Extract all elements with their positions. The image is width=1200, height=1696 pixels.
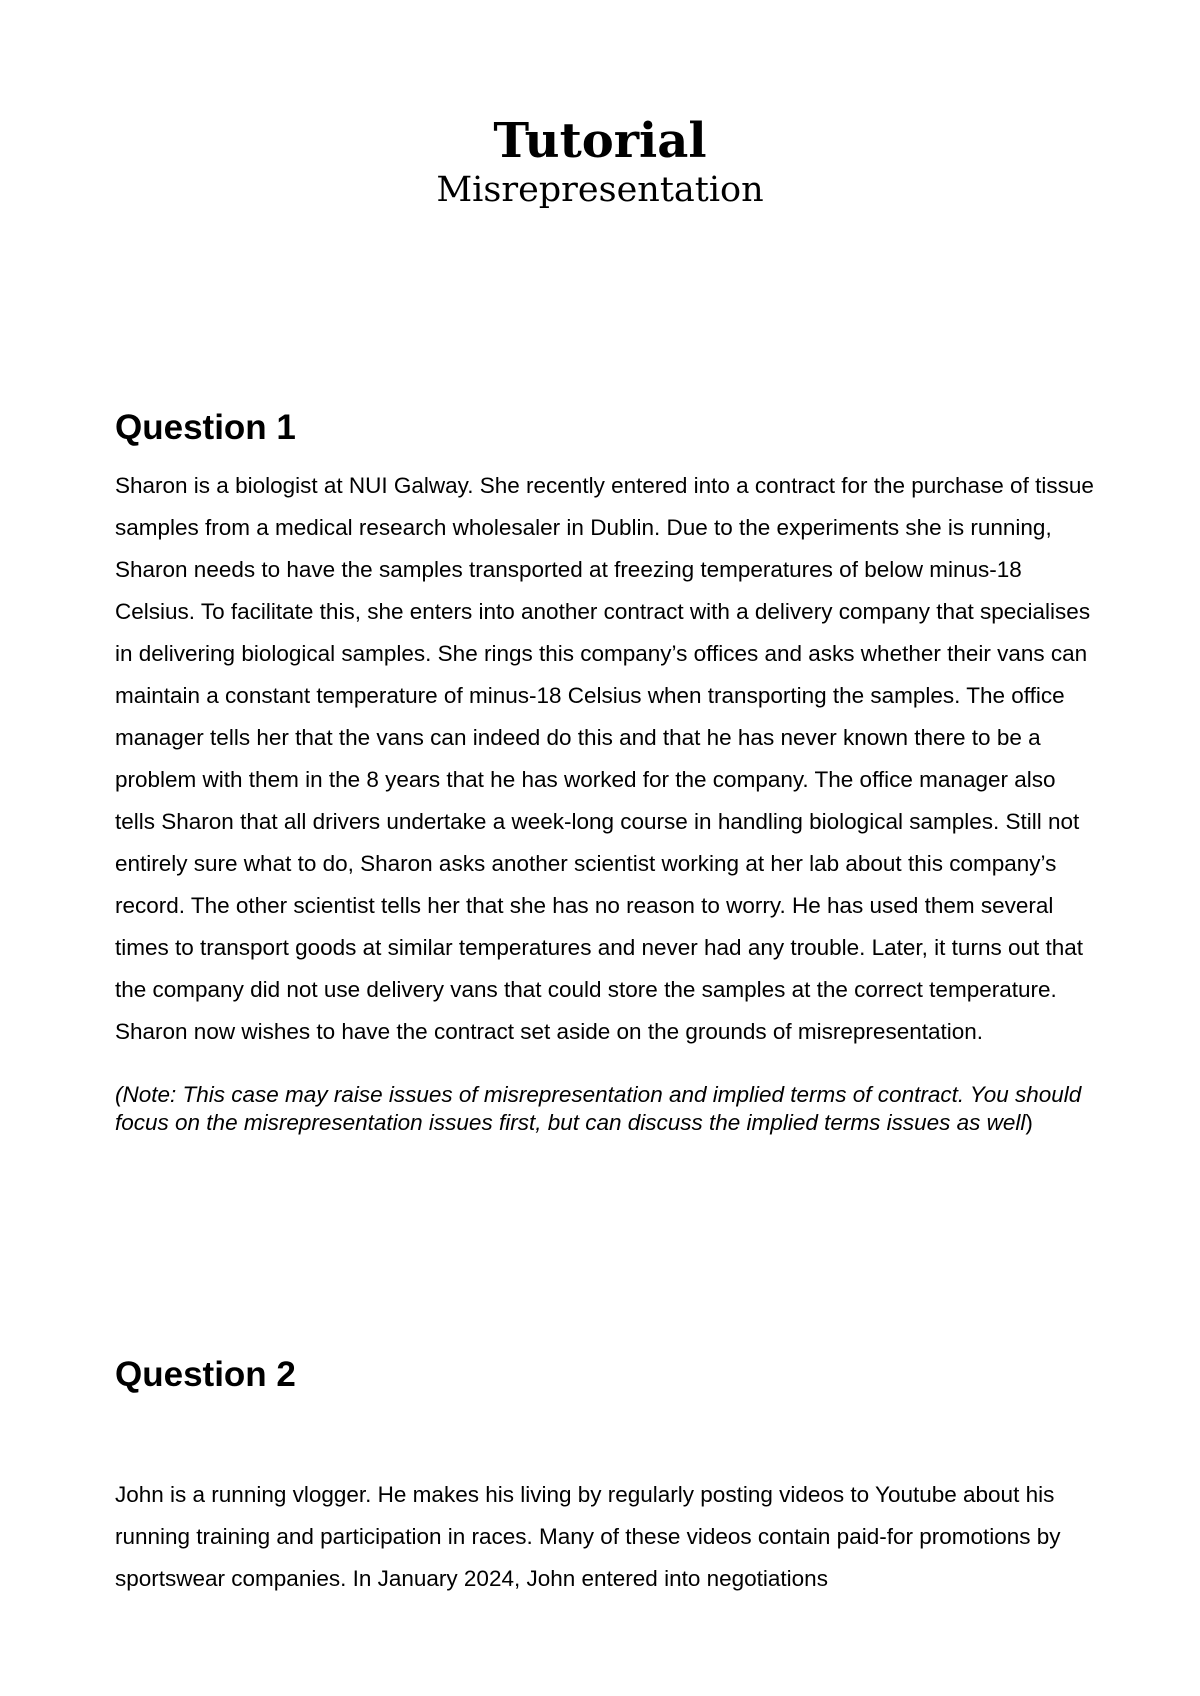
- question-1-heading: Question 1: [115, 408, 296, 447]
- question-1-note: [115, 1081, 1095, 1137]
- question-1-section: [115, 408, 1095, 1137]
- question-1-note-close: ): [1025, 1110, 1033, 1135]
- question-2-body: John is a running vlogger. He makes his living by regularly posting videos to Youtube about his running training and participation in races. Many of these videos contain paid-for promotions by sportswear companies. In January 2024, John entered into negotiations: [115, 1482, 1061, 1591]
- document-subtitle: Misrepresentation: [436, 170, 764, 210]
- question-2-section: [115, 1355, 1095, 1600]
- question-1-note-text: (Note: This case may raise issues of misrepresentation and implied terms of contract. You should focus on the misrepresentation issues first, but can discuss the implied terms issues as well: [115, 1082, 1082, 1135]
- document-title: Tutorial: [493, 113, 707, 169]
- title-block: [0, 113, 1200, 211]
- question-2-heading: Question 2: [115, 1355, 296, 1394]
- question-1-body: Sharon is a biologist at NUI Galway. She recently entered into a contract for the purchase of tissue samples from a medical research wholesaler in Dublin. Due to the experiments she is running, Sharon needs to have the samples transported at freezing temperatures of below minus-18 Celsius. To facilitate this, she enters into another contract with a delivery company that specialises in delivering biological samples. She rings this company’s offices and asks whether their vans can maintain a constant temperature of minus-18 Celsius when transporting the samples. The office manager tells her that the vans can indeed do this and that he has never known there to be a problem with them in the 8 years that he has worked for the company. The office manager also tells Sharon that all drivers undertake a week-long course in handling biological samples. Still not entirely sure what to do, Sharon asks another scientist working at her lab about this company’s record. The other scientist tells her that she has no reason to worry. He has used them several times to transport goods at similar temperatures and never had any trouble. Later, it turns out that the company did not use delivery vans that could store the samples at the correct temperature. Sharon now wishes to have the contract set aside on the grounds of misrepresentation.: [115, 473, 1094, 1044]
